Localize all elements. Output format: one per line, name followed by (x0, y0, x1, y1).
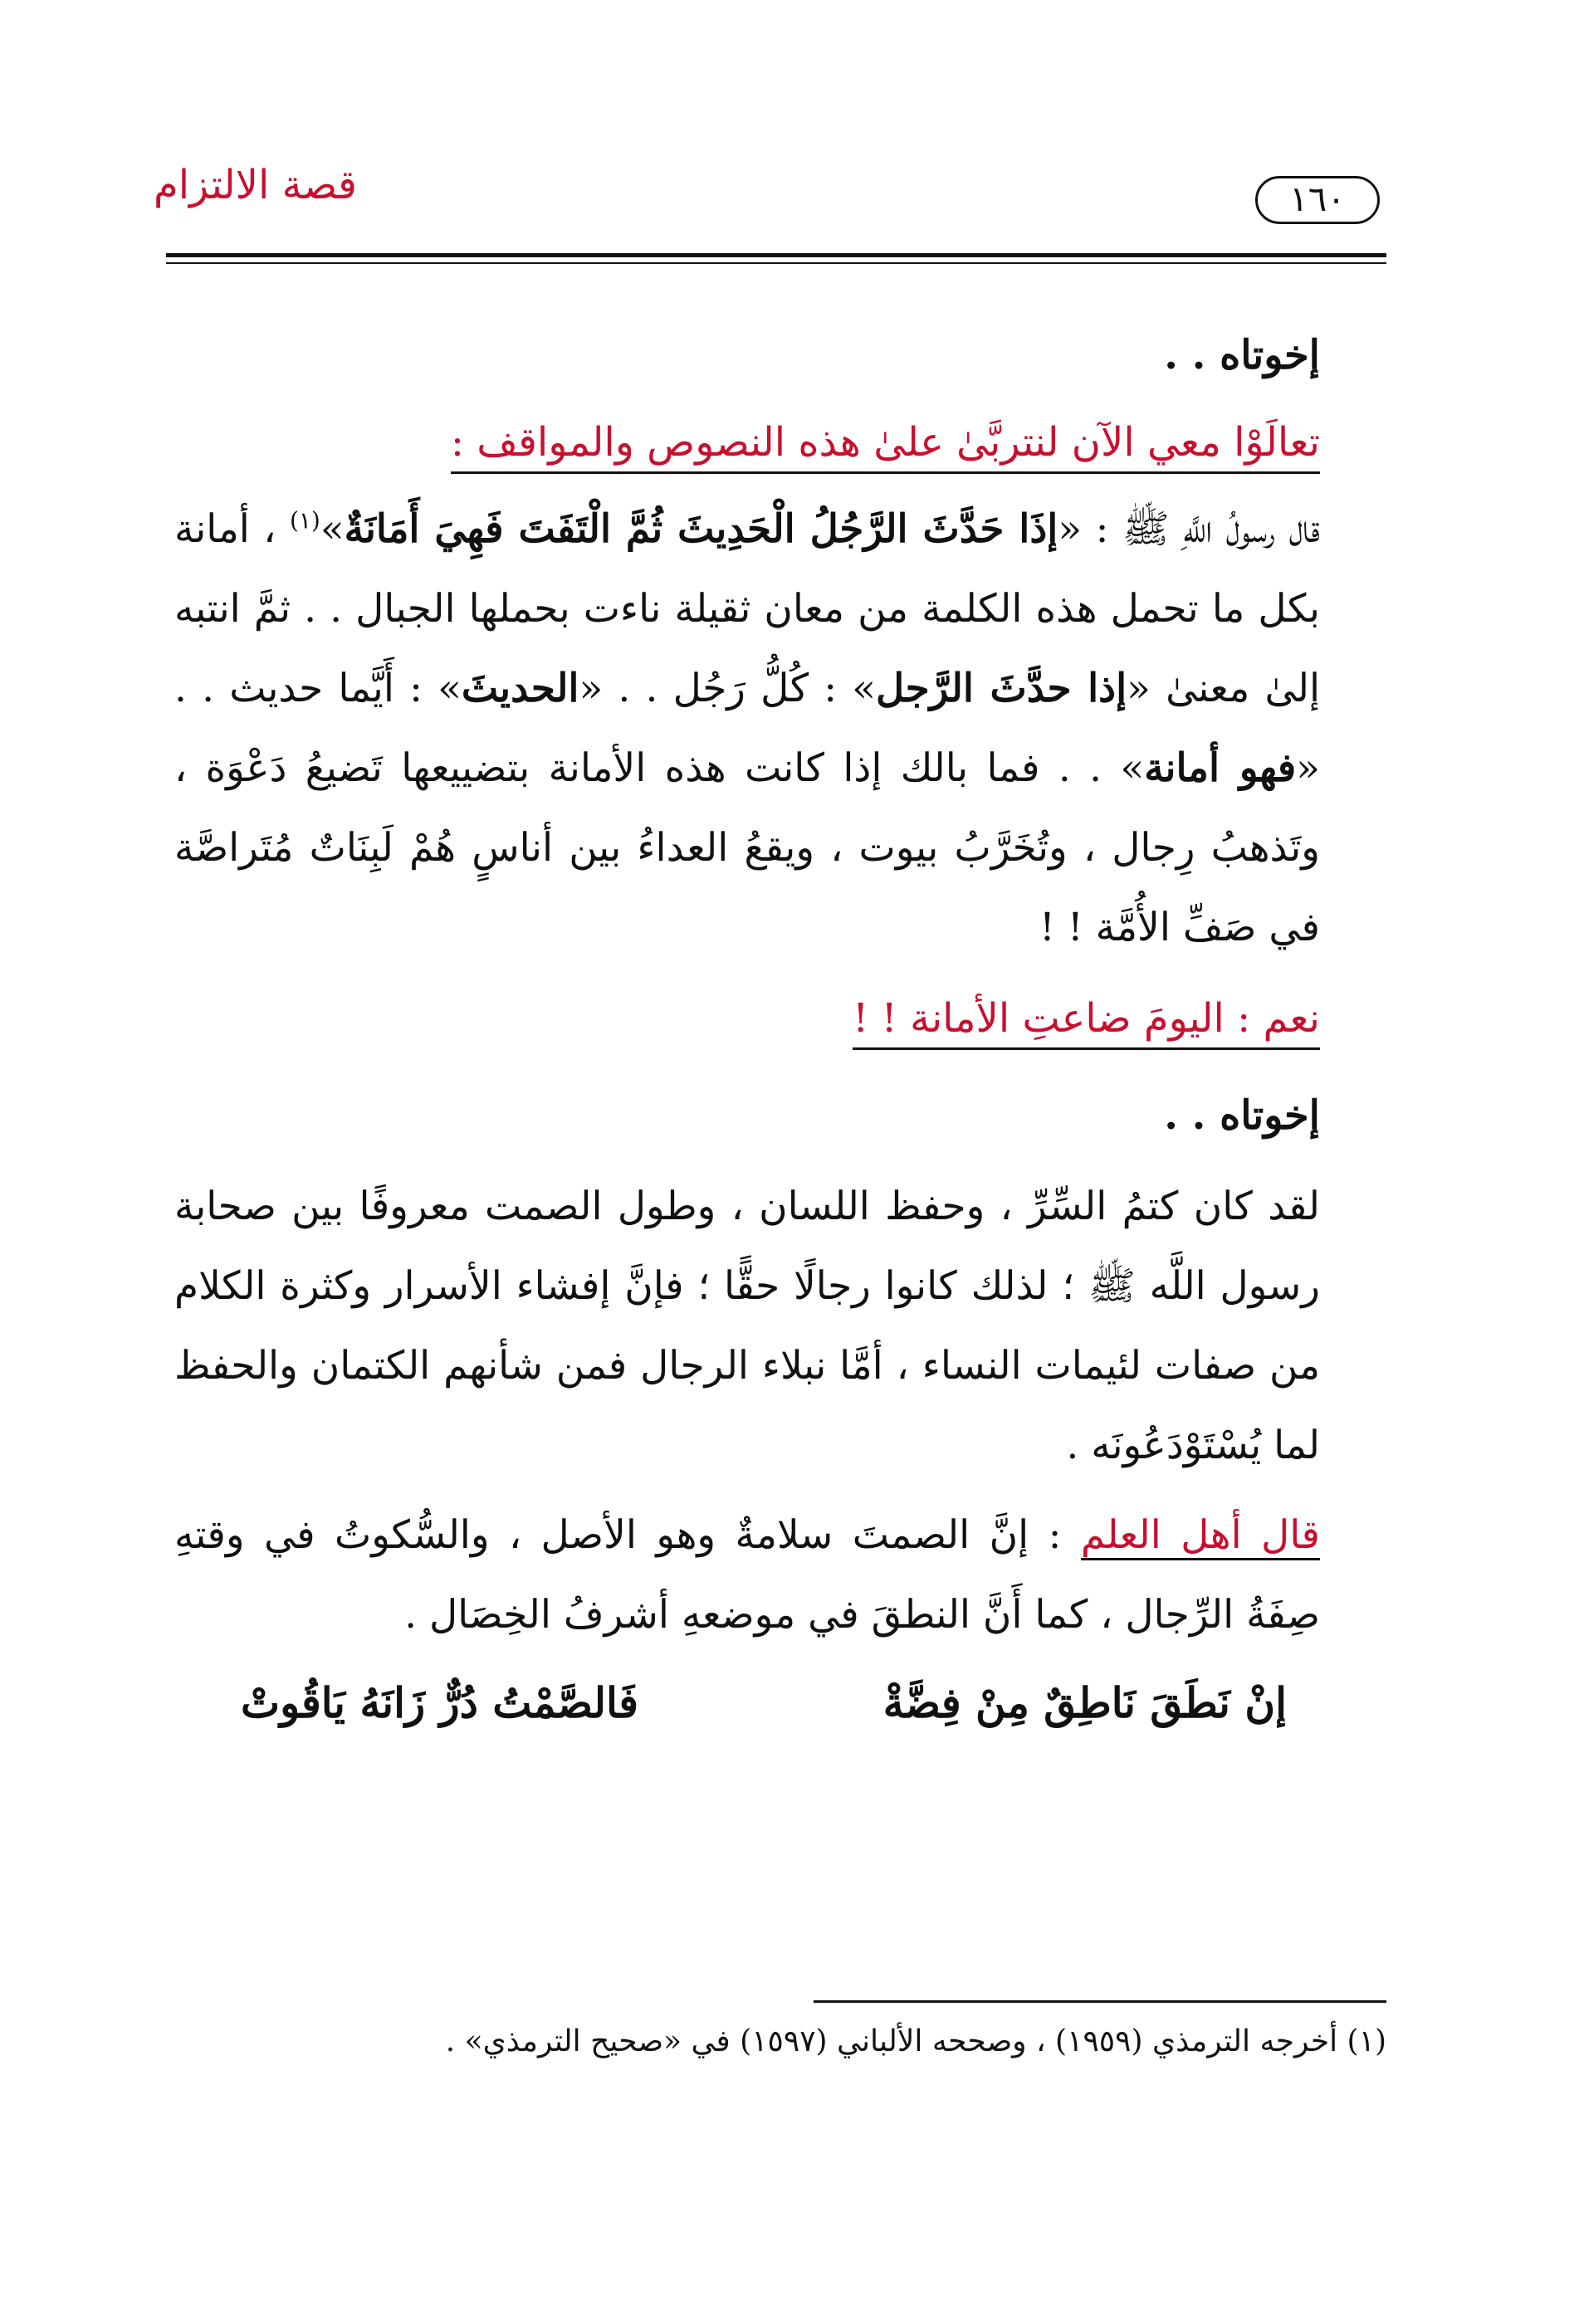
hadith-explanation-1: ، أمانة بكل ما تحمل هذه الكلمة من معان ثقيلة ناءت بحملها الجبال . . ثمَّ انتبه إلىٰ معنىٰ « (174, 506, 1321, 711)
scholars-text: : إنَّ الصمتَ سلامةٌ وهو الأصل ، والسُّكوتُ في وقتهِ صِفَةُ الرِّجال ، كما أَنَّ النطقَ في موضعهِ أشرفُ الخِصَال . (174, 1512, 1320, 1638)
heading-trust-lost: نعم : اليومَ ضاعتِ الأمانة ! ! (853, 989, 1320, 1050)
quoted-phrase-1: إذا حدَّثَ الرَّجل (876, 666, 1127, 711)
verse-first-hemistich: إنْ نَطَقَ نَاطِقٌ مِنْ فِضَّةْ (882, 1678, 1287, 1727)
header-rule-thin (166, 262, 1386, 264)
paragraph-keeping-secrets: لقد كان كتمُ السِّرِّ ، وحفظ اللسان ، وطول الصمت معروفًا بين صحابة رسول اللَّه ﷺ ؛ لذلك كانوا رجالًا حقًّا ؛ فإنَّ إفشاء الأسرار وكثرة الكلام من صفات لئيمات النساء ، أمَّا نبلاء الرجال فمن شأنهم الكتمان والحفظ لما يُسْتَوْدَعُونَه . (174, 1184, 1320, 1468)
heading-trust-lost-wrap (174, 979, 1320, 1059)
scholars-label: قال أهل العلم (1081, 1512, 1320, 1560)
poetry-verse (174, 1663, 1320, 1743)
heading-brothers: إخوتاه . . (1164, 332, 1320, 378)
hadith-explanation-4: » . . فما بالك إذا كانت هذه الأمانة بتضييعها تَضيعُ دَعْوَة ، وتَذهبُ رِجال ، وتُخَرَّبُ بيوت ، ويقعُ العداءُ بين أناسٍ هُمْ لَبِنَاتٌ مُتَراصَّة في صَفِّ الأُمَّة ! ! (174, 745, 1320, 950)
hadith-close-quote: » (320, 506, 345, 552)
heading-come-with-me-wrap (174, 403, 1320, 483)
quoted-phrase-2: الحديثَ (461, 666, 579, 711)
page-number-badge: ١٦٠ (1255, 176, 1380, 224)
footnote-separator (814, 2000, 1386, 2003)
header-rule (166, 253, 1386, 257)
heading-brothers-2: إخوتاه . . (1164, 1092, 1320, 1139)
footnote: (١) أخرجه الترمذي (١٩٥٩) ، وصححه الألباني (١٥٩٧) في «صحيح الترمذي» . (445, 2024, 1386, 2058)
hadith-explanation-2: » : كُلُّ رَجُل . . « (579, 666, 877, 711)
verse-second-hemistich: فَالصَّمْتُ دُرٌّ زَانَهُ يَاقُوتْ (241, 1678, 639, 1727)
paragraph-scholars (174, 1496, 1320, 1655)
hadith-text: إذَا حَدَّثَ الرَّجُلُ الْحَدِيثَ ثُمَّ الْتَفَتَ فَهِيَ أَمَانَةٌ (344, 506, 1058, 552)
paragraph-hadith (174, 490, 1320, 968)
heading-come-with-me: تعالَوْا معي الآن لنتربَّىٰ علىٰ هذه النصوص والمواقف : (451, 413, 1320, 474)
hadith-intro: قال رسولُ اللَّهِ ﷺ : « (1058, 506, 1321, 552)
hadith-explanation-3: » : أَيَّما حديث . . « (174, 666, 1321, 791)
main-text (174, 299, 1320, 1743)
running-title: قصة الالتزام (154, 162, 357, 208)
footnote-marker[interactable]: (١) (289, 506, 320, 535)
quoted-phrase-3: فهو أمانة (1144, 745, 1297, 791)
